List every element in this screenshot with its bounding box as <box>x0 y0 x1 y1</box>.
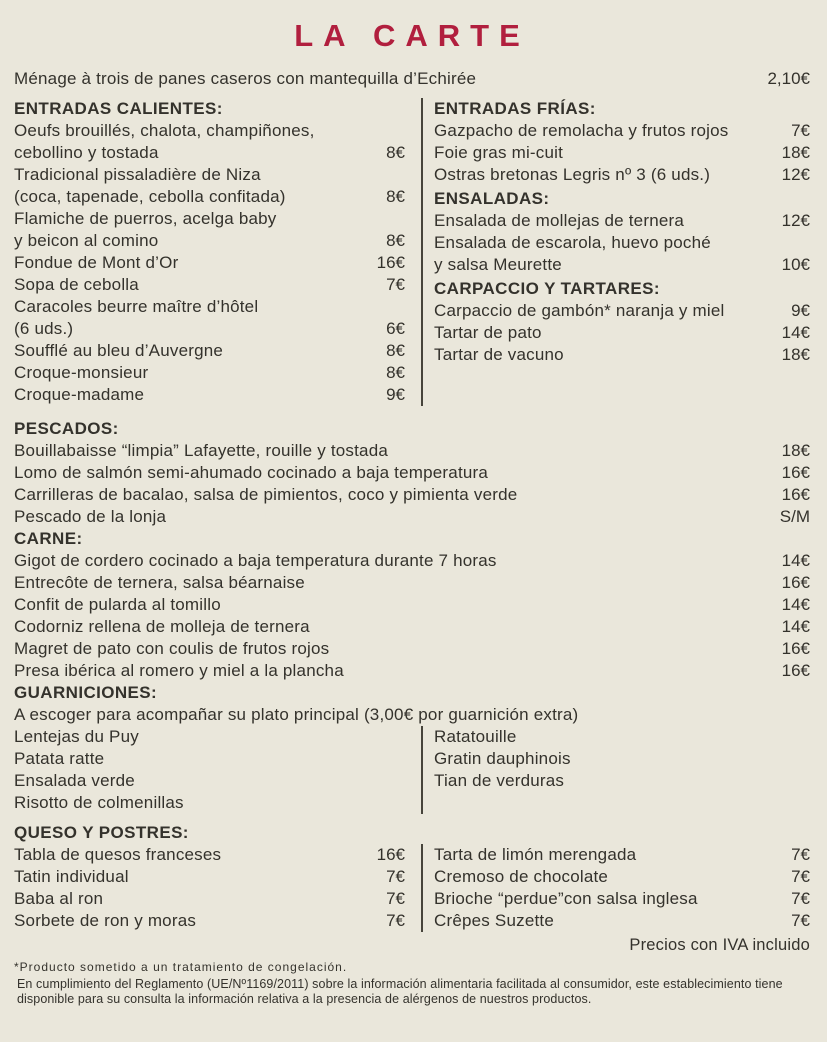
section-heading-entradas-frias: ENTRADAS FRÍAS: <box>434 99 596 118</box>
menu-item-name: (6 uds.) <box>14 319 74 338</box>
menu-item-name: Magret de pato con coulis de frutos rojos <box>14 639 330 658</box>
menu-item <box>14 572 810 594</box>
carne-section <box>14 528 810 682</box>
menu-item <box>14 208 405 230</box>
guarniciones-section <box>14 682 810 814</box>
menu-item-price: 16€ <box>781 661 810 680</box>
menu-item-name: Tartar de vacuno <box>434 345 564 364</box>
menu-item-name: Soufflé au bleu d’Auvergne <box>14 341 224 360</box>
menu-item-price: 18€ <box>781 345 810 364</box>
menu-item-price: 7€ <box>386 275 405 294</box>
menu-item <box>434 322 810 344</box>
menu-item <box>14 186 405 208</box>
menu-item <box>434 888 810 910</box>
menu-item-name: (coca, tapenade, cebolla confitada) <box>14 187 286 206</box>
menu-item-name: Ostras bretonas Legris nº 3 (6 uds.) <box>434 165 711 184</box>
menu-item-name: Caracoles beurre maître d’hôtel <box>14 297 259 316</box>
section-heading-ensaladas: ENSALADAS: <box>434 189 550 208</box>
menu-item <box>434 844 810 866</box>
desserts-left-column <box>14 844 421 932</box>
menu-item <box>14 230 405 252</box>
menu-item-name: Pescado de la lonja <box>14 507 167 526</box>
menu-item-price: S/M <box>779 507 810 526</box>
menu-item-name: Lentejas du Puy <box>14 727 139 746</box>
desserts-right-column <box>421 844 810 932</box>
menu-item <box>434 726 810 748</box>
menu-item-price: 14€ <box>781 551 810 570</box>
menu-item-name: Gazpacho de remolacha y frutos rojos <box>434 121 729 140</box>
menu-item-price: 8€ <box>386 363 405 382</box>
menu-item-name: Flamiche de puerros, acelga baby <box>14 209 277 228</box>
menu-item <box>14 844 405 866</box>
menu-item-price: 8€ <box>386 187 405 206</box>
menu-item-name: cebollino y tostada <box>14 143 159 162</box>
menu-item <box>14 384 405 406</box>
menu-item <box>434 254 810 276</box>
intro-item-name: Ménage à trois de panes caseros con mantequilla d’Echirée <box>14 69 477 88</box>
menu-item <box>434 748 810 770</box>
page-title: LA CARTE <box>294 18 530 53</box>
menu-item-price: 14€ <box>781 617 810 636</box>
allergen-regulation-footnote: En cumplimiento del Reglamento (UE/Nº1169/2011) sobre la información alimentaria facilitada al consumidor, este establecimiento tiene disponible para su consulta la información relativa a la presencia de alérgenos de nuestros productos. <box>17 977 783 1006</box>
menu-item-price: 12€ <box>781 165 810 184</box>
menu-item <box>14 506 810 528</box>
menu-item-name: Carrilleras de bacalao, salsa de pimientos, coco y pimienta verde <box>14 485 518 504</box>
menu-item-price: 14€ <box>781 323 810 342</box>
menu-item <box>434 300 810 322</box>
frozen-product-footnote: *Producto sometido a un tratamiento de congelación. <box>14 960 348 974</box>
section-heading-entradas-calientes: ENTRADAS CALIENTES: <box>14 99 223 118</box>
cold-starters-column <box>421 98 810 406</box>
menu-item <box>434 142 810 164</box>
menu-item-price: 6€ <box>386 319 405 338</box>
menu-item-name: Tartar de pato <box>434 323 542 342</box>
menu-item-name: Cremoso de chocolate <box>434 867 609 886</box>
guarniciones-left-column <box>14 726 421 814</box>
menu-item <box>14 616 810 638</box>
menu-item <box>14 296 405 318</box>
menu-item-name: Sopa de cebolla <box>14 275 139 294</box>
menu-item <box>14 770 405 792</box>
menu-item-name: Foie gras mi-cuit <box>434 143 564 162</box>
menu-item-name: Presa ibérica al romero y miel a la plancha <box>14 661 344 680</box>
menu-item-price: 7€ <box>791 889 810 908</box>
menu-item-name: Gratin dauphinois <box>434 749 571 768</box>
hot-starters-column <box>14 98 421 406</box>
menu-item <box>14 362 405 384</box>
menu-item-name: Croque-monsieur <box>14 363 149 382</box>
menu-item <box>14 792 405 814</box>
menu-item <box>14 340 405 362</box>
menu-item-name: y salsa Meurette <box>434 255 562 274</box>
menu-item <box>434 910 810 932</box>
menu-item <box>14 638 810 660</box>
menu-item-price: 9€ <box>791 301 810 320</box>
menu-item-price: 10€ <box>781 255 810 274</box>
menu-item <box>14 748 405 770</box>
menu-item-name: Tatin individual <box>14 867 129 886</box>
guarniciones-columns <box>14 726 810 814</box>
menu-item-name: Tian de verduras <box>434 771 565 790</box>
menu-item-price: 7€ <box>791 867 810 886</box>
iva-note: Precios con IVA incluido <box>629 936 810 954</box>
section-heading-guarniciones: GUARNICIONES: <box>14 683 158 702</box>
menu-item-price: 18€ <box>781 143 810 162</box>
menu-item-name: Tradicional pissaladière de Niza <box>14 165 261 184</box>
menu-item-price: 16€ <box>376 253 405 272</box>
menu-item <box>434 866 810 888</box>
pescados-section <box>14 418 810 528</box>
menu-item <box>434 164 810 186</box>
guarniciones-note <box>14 704 810 726</box>
menu-item-name: Brioche “perdue”con salsa inglesa <box>434 889 698 908</box>
menu-item-price: 9€ <box>386 385 405 404</box>
menu-item <box>434 344 810 366</box>
menu-item-price: 16€ <box>376 845 405 864</box>
menu-item <box>14 910 405 932</box>
menu-item-name: Entrecôte de ternera, salsa béarnaise <box>14 573 305 592</box>
menu-item-name: Crêpes Suzette <box>434 911 554 930</box>
menu-item-name: Carpaccio de gambón* naranja y miel <box>434 301 725 320</box>
menu-item-name: Baba al ron <box>14 889 104 908</box>
menu-item-name: Ensalada de mollejas de ternera <box>434 211 685 230</box>
menu-item <box>14 142 405 164</box>
menu-item <box>434 232 810 254</box>
menu-item-price: 8€ <box>386 231 405 250</box>
menu-item-name: Ensalada de escarola, huevo poché <box>434 233 711 252</box>
menu-item-price: 7€ <box>791 121 810 140</box>
menu-item <box>14 660 810 682</box>
menu-item-name: Patata ratte <box>14 749 105 768</box>
guarniciones-right-column <box>421 726 810 814</box>
menu-item-name: Confit de pularda al tomillo <box>14 595 221 614</box>
menu-item <box>434 120 810 142</box>
section-heading-carne: CARNE: <box>14 529 83 548</box>
menu-item-price: 7€ <box>386 889 405 908</box>
desserts-section <box>14 822 810 932</box>
guarniciones-note-text: A escoger para acompañar su plato principal (3,00€ por guarnición extra) <box>14 705 579 724</box>
section-heading-queso-postres: QUESO Y POSTRES: <box>14 823 189 842</box>
menu-item <box>14 274 405 296</box>
menu-item <box>14 120 405 142</box>
menu-item-name: Sorbete de ron y moras <box>14 911 197 930</box>
menu-item-name: Risotto de colmenillas <box>14 793 184 812</box>
menu-item <box>14 888 405 910</box>
menu-item-name: y beicon al comino <box>14 231 159 250</box>
menu-item <box>434 210 810 232</box>
menu-item <box>14 440 810 462</box>
menu-item-price: 8€ <box>386 143 405 162</box>
menu-item-name: Codorniz rellena de molleja de ternera <box>14 617 310 636</box>
menu-item <box>14 318 405 340</box>
menu-item-price: 7€ <box>791 845 810 864</box>
menu-item <box>14 484 810 506</box>
desserts-columns <box>14 844 810 932</box>
starters-columns <box>14 98 810 406</box>
menu-item <box>14 594 810 616</box>
menu-item-name: Bouillabaisse “limpia” Lafayette, rouille y tostada <box>14 441 388 460</box>
menu-item-name: Tabla de quesos franceses <box>14 845 222 864</box>
menu-item-name: Fondue de Mont d’Or <box>14 253 179 272</box>
menu-item-price: 8€ <box>386 341 405 360</box>
menu-item-price: 16€ <box>781 463 810 482</box>
intro-item-price: 2,10€ <box>767 69 810 88</box>
menu-item-price: 12€ <box>781 211 810 230</box>
menu-item-price: 16€ <box>781 639 810 658</box>
section-heading-pescados: PESCADOS: <box>14 419 119 438</box>
menu-item-price: 16€ <box>781 573 810 592</box>
menu-item <box>434 770 810 792</box>
menu-item-name: Ensalada verde <box>14 771 135 790</box>
menu-item <box>14 726 405 748</box>
intro-item <box>14 68 810 90</box>
menu-item-price: 7€ <box>386 867 405 886</box>
menu-item-price: 14€ <box>781 595 810 614</box>
menu-item-name: Croque-madame <box>14 385 145 404</box>
menu-item <box>14 164 405 186</box>
menu-item <box>14 866 405 888</box>
menu-item-name: Gigot de cordero cocinado a baja temperatura durante 7 horas <box>14 551 497 570</box>
menu-item-name: Ratatouille <box>434 727 517 746</box>
menu-item-name: Oeufs brouillés, chalota, champiñones, <box>14 121 315 140</box>
menu-item-price: 7€ <box>791 911 810 930</box>
menu-item-price: 16€ <box>781 485 810 504</box>
menu-item <box>14 252 405 274</box>
menu-item <box>14 462 810 484</box>
menu-item-price: 7€ <box>386 911 405 930</box>
menu-item-name: Tarta de limón merengada <box>434 845 637 864</box>
menu-item-name: Lomo de salmón semi-ahumado cocinado a baja temperatura <box>14 463 489 482</box>
section-heading-carpaccio-tartares: CARPACCIO Y TARTARES: <box>434 279 660 298</box>
menu-item-price: 18€ <box>781 441 810 460</box>
menu-page <box>0 18 827 1042</box>
menu-item <box>14 550 810 572</box>
